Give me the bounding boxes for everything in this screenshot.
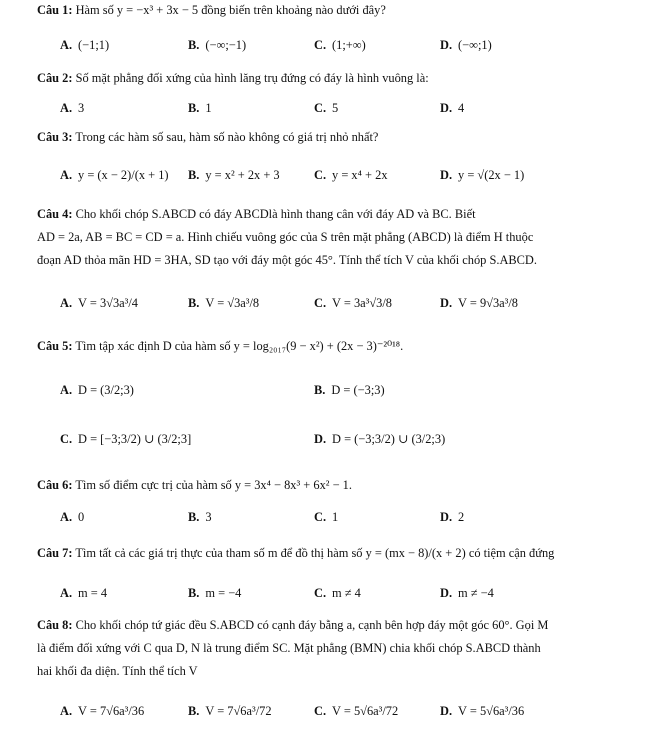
option-d[interactable]: D. V = 5√6a³/36 xyxy=(440,703,525,718)
options-q7 xyxy=(60,578,632,608)
option-c[interactable]: C. 5 xyxy=(314,100,339,115)
question-label: Câu 4: xyxy=(37,207,73,221)
question-text: Trong các hàm số sau, hàm số nào không có giá trị nhỏ nhất? xyxy=(75,130,379,144)
question-text: Cho khối chóp S.ABCD có đáy ABCDlà hình thang cân với đáy AD và BC. Biết xyxy=(75,207,476,221)
question-5 xyxy=(37,339,632,354)
question-text-after: có tiệm cận đứng xyxy=(468,546,555,560)
options-q8 xyxy=(60,694,632,728)
question-7 xyxy=(37,546,632,561)
question-text: Số mặt phẳng đối xứng của hình lăng trụ đứng có đáy là hình vuông là: xyxy=(75,71,429,85)
question-label: Câu 2: xyxy=(37,71,73,85)
option-b[interactable]: B. V = √3a³/8 xyxy=(188,295,260,310)
option-d[interactable]: D. V = 9√3a³/8 xyxy=(440,295,518,310)
question-text: Tìm số điểm cực trị của hàm số y = 3x⁴ − 8x³ + 6x² − 1. xyxy=(75,478,352,492)
options-q3 xyxy=(60,160,632,190)
option-a[interactable]: A. 0 xyxy=(60,509,85,524)
option-c[interactable]: C. 1 xyxy=(314,509,339,524)
option-a[interactable]: A. V = 3√3a³/4 xyxy=(60,295,138,310)
function-fraction: y = (mx − 8)/(x + 2) xyxy=(365,546,466,560)
option-a[interactable]: A. V = 7√6a³/36 xyxy=(60,703,145,718)
question-label: Câu 5: xyxy=(37,339,73,353)
option-d[interactable]: D. 4 xyxy=(440,100,465,115)
question-text: Tìm tất cả các giá trị thực của tham số m để đồ thị hàm số xyxy=(75,546,363,560)
option-b[interactable]: B. 1 xyxy=(188,100,212,115)
question-line-3: đoạn AD thỏa mãn HD = 3HA, SD tạo với đáy một góc 45°. Tính thể tích V của khối chóp S.ABCD. xyxy=(37,253,537,267)
options-q6 xyxy=(60,502,632,532)
option-d[interactable]: D. 2 xyxy=(440,509,465,524)
options-q5-row2 xyxy=(60,422,632,456)
question-8 xyxy=(37,614,630,683)
question-text: Cho khối chóp tứ giác đều S.ABCD có cạnh đáy bằng a, cạnh bên hợp đáy một góc 60°. Gọi M xyxy=(75,618,549,632)
option-c[interactable]: C. V = 5√6a³/72 xyxy=(314,703,399,718)
option-d[interactable]: D. y = √(2x − 1) xyxy=(440,167,525,182)
question-label: Câu 8: xyxy=(37,618,73,632)
option-d[interactable]: D. m ≠ −4 xyxy=(440,585,494,600)
option-b[interactable]: B. m = −4 xyxy=(188,585,242,600)
question-1 xyxy=(37,3,632,18)
option-b[interactable]: B. (−∞;−1) xyxy=(188,37,247,52)
question-line-2: là điểm đối xứng với C qua D, N là trung điểm SC. Mặt phẳng (BMN) chia khối chóp S.ABCD thành xyxy=(37,641,541,655)
question-label: Câu 7: xyxy=(37,546,73,560)
option-b[interactable]: B. D = (−3;3) xyxy=(314,382,385,397)
option-b[interactable]: B. V = 7√6a³/72 xyxy=(188,703,272,718)
question-line-3: hai khối đa diện. Tính thể tích V xyxy=(37,664,198,678)
question-2 xyxy=(37,71,632,86)
options-q2 xyxy=(60,93,632,123)
option-a[interactable]: A. m = 4 xyxy=(60,585,108,600)
option-b[interactable]: B. y = x² + 2x + 3 xyxy=(188,167,280,182)
question-label: Câu 3: xyxy=(37,130,73,144)
question-line-1 xyxy=(37,614,630,637)
options-q5-row1 xyxy=(60,373,632,407)
option-a[interactable]: A. 3 xyxy=(60,100,85,115)
question-6 xyxy=(37,478,632,493)
question-line-1 xyxy=(37,203,630,226)
options-q4 xyxy=(60,286,632,320)
option-c[interactable]: C. D = [−3;3/2) ∪ (3/2;3] xyxy=(60,431,192,446)
option-a[interactable]: A. D = (3/2;3) xyxy=(60,382,134,397)
question-label: Câu 1: xyxy=(37,3,73,17)
option-c[interactable]: C. (1;+∞) xyxy=(314,37,366,52)
option-d[interactable]: D. (−∞;1) xyxy=(440,37,492,52)
option-c[interactable]: C. m ≠ 4 xyxy=(314,585,361,600)
option-b[interactable]: B. 3 xyxy=(188,509,212,524)
option-a[interactable]: A. y = (x − 2)/(x + 1) xyxy=(60,167,169,182)
question-3 xyxy=(37,130,632,145)
option-a[interactable]: A. (−1;1) xyxy=(60,37,110,52)
question-label: Câu 6: xyxy=(37,478,73,492)
option-c[interactable]: C. y = x⁴ + 2x xyxy=(314,167,388,182)
question-line-2: AD = 2a, AB = BC = CD = a. Hình chiếu vuông góc của S trên mặt phẳng (ABCD) là điểm H thuộc xyxy=(37,230,534,244)
option-c[interactable]: C. V = 3a³√3/8 xyxy=(314,295,392,310)
options-q1 xyxy=(60,30,632,60)
question-text: Hàm số y = −x³ + 3x − 5 đồng biến trên khoảng nào dưới đây? xyxy=(75,3,386,17)
question-4 xyxy=(37,203,630,272)
option-d[interactable]: D. D = (−3;3/2) ∪ (3/2;3) xyxy=(314,431,446,446)
question-text: Tìm tập xác định D của hàm số y = log₂₀₁₇(9 − x²) + (2x − 3)⁻²⁰¹⁸. xyxy=(75,339,404,353)
